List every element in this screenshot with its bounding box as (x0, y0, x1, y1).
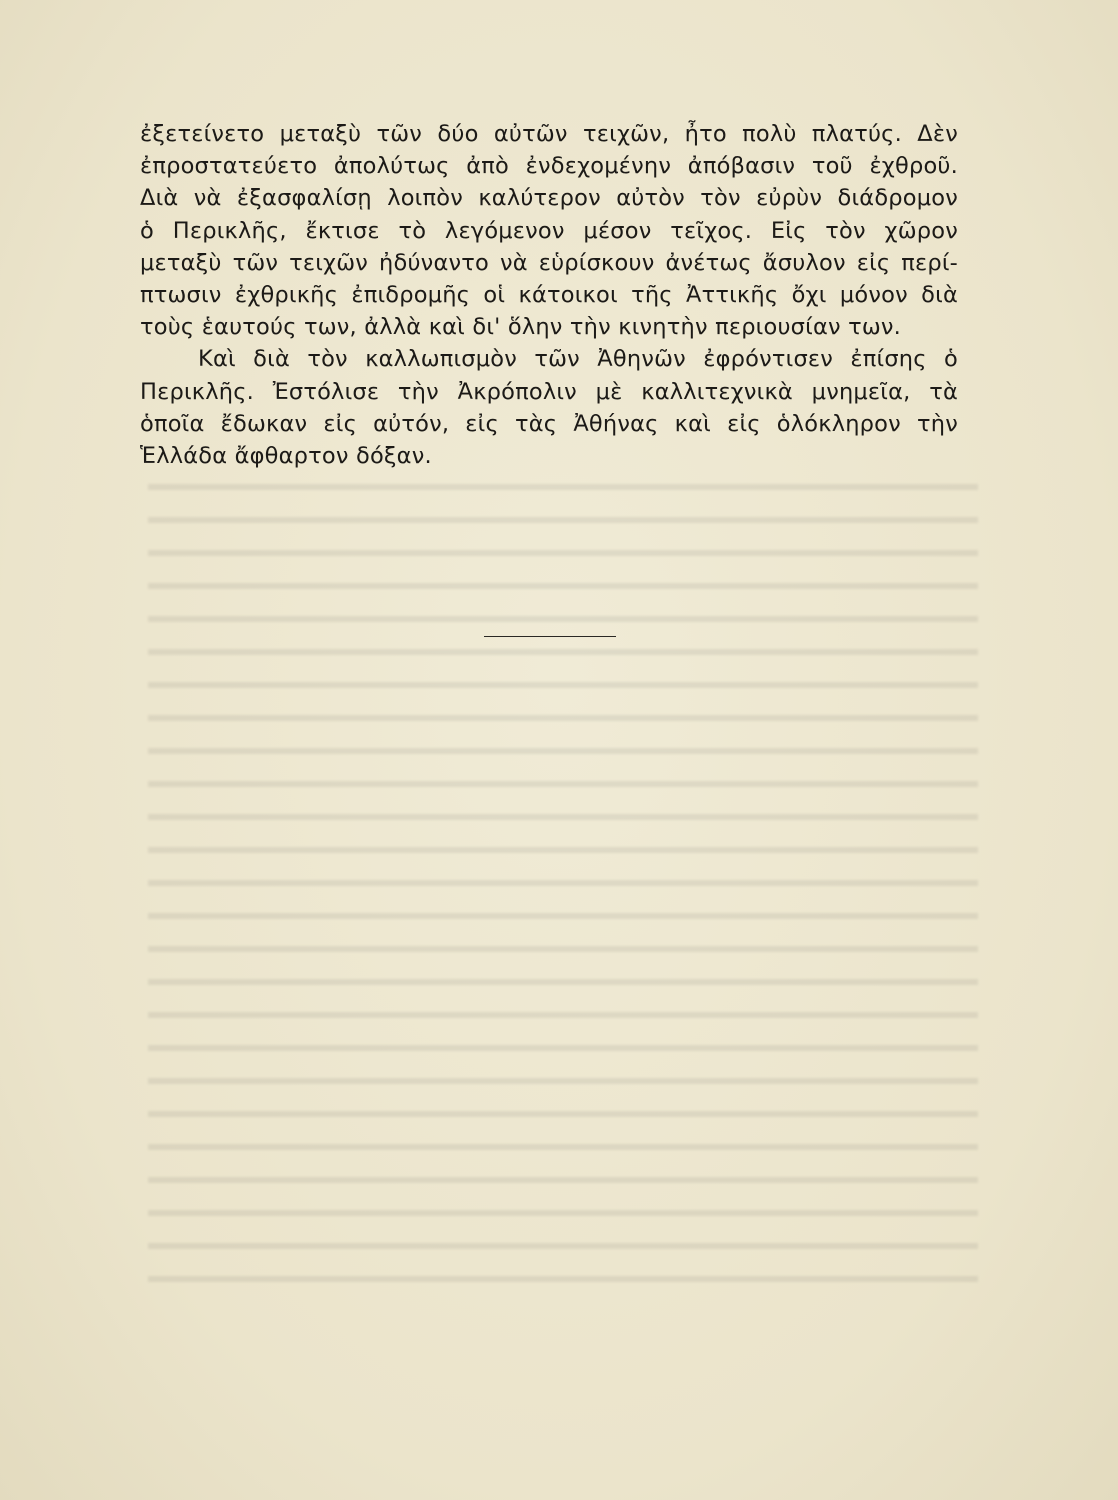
text-line: τοὺς ἑαυτούς των, ἀλλὰ καὶ δι' ὅλην τὴν κινητὴν περιουσίαν των. (140, 314, 902, 341)
text-line: ὁποῖα ἔδωκαν εἰς αὐτόν, εἰς τὰς Ἀθήνας καὶ εἰς ὁλόκληρον τὴν (140, 410, 958, 437)
bleed-through-shadow (148, 470, 978, 1290)
text-line: Περικλῆς. Ἐστόλισε τὴν Ἀκρόπολιν μὲ καλλιτεχνικὰ μνημεῖα, τὰ (140, 378, 958, 405)
text-line: ἐπροστατεύετο ἀπολύτως ἀπὸ ἐνδεχομένην ἀπόβασιν τοῦ ἐχθροῦ. (140, 153, 958, 180)
body-text (140, 118, 958, 472)
text-line: μεταξὺ τῶν τειχῶν ἠδύναντο νὰ εὑρίσκουν ἀνέτως ἄσυλον εἰς περί- (140, 249, 958, 276)
text-line: Ἑλλάδα ἄφθαρτον δόξαν. (140, 442, 432, 469)
section-divider (484, 636, 616, 637)
text-line: ὁ Περικλῆς, ἔκτισε τὸ λεγόμενον μέσον τεῖχος. Εἰς τὸν χῶρον (140, 217, 958, 244)
text-line: ἐξετείνετο μεταξὺ τῶν δύο αὐτῶν τειχῶν, ἦτο πολὺ πλατύς. Δὲν (140, 121, 958, 147)
text-line: πτωσιν ἐχθρικῆς ἐπιδρομῆς οἱ κάτοικοι τῆς Ἀττικῆς ὄχι μόνον διὰ (140, 281, 958, 308)
text-line: Διὰ νὰ ἐξασφαλίσῃ λοιπὸν καλύτερον αὐτὸν τὸν εὐρὺν διάδρομον (140, 185, 958, 212)
text-line: Καὶ διὰ τὸν καλλωπισμὸν τῶν Ἀθηνῶν ἐφρόντισεν ἐπίσης ὁ (198, 346, 958, 373)
